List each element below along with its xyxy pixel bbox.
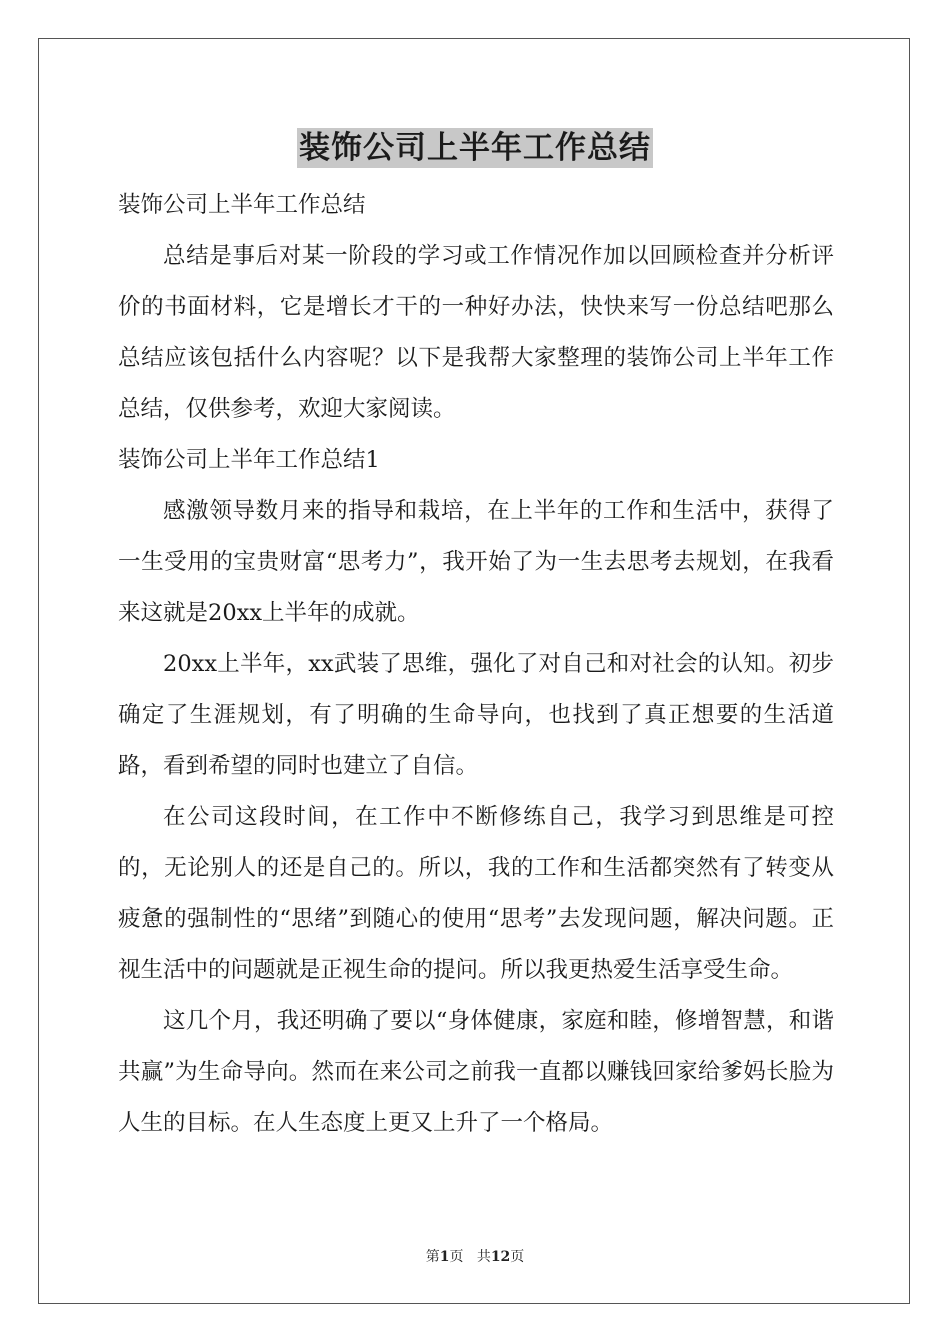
- page-total: 12: [490, 1249, 511, 1265]
- body-paragraph: 这几个月，我还明确了要以“身体健康，家庭和睦，修增智慧，和谐共赢”为生命导向。然而在来公司之前我一直都以赚钱回家给爹妈长脸为人生的目标。在人生态度上更又上升了一个格局。: [118, 1008, 834, 1136]
- title-container: [0, 128, 950, 168]
- page-prefix: 第: [425, 1249, 440, 1265]
- section-heading: 装饰公司上半年工作总结1: [118, 447, 380, 473]
- total-prefix: 共: [476, 1249, 491, 1265]
- body-paragraph: 在公司这段时间，在工作中不断修练自己，我学习到思维是可控的，无论别人的还是自己的。所以，我的工作和生活都突然有了转变从疲惫的强制性的“思绪”到随心的使用“思考”去发现问题，解决问题。正视生活中的问题就是正视生命的提问。所以我更热爱生活享受生命。: [118, 804, 834, 983]
- total-unit: 页: [510, 1249, 525, 1265]
- page-current: 1: [439, 1249, 450, 1265]
- body-paragraph: 20xx上半年，xx武装了思维，强化了对自己和对社会的认知。初步确定了生涯规划，有了明确的生命导向，也找到了真正想要的生活道路，看到希望的同时也建立了自信。: [118, 651, 834, 779]
- body-paragraph: 感激领导数月来的指导和栽培，在上半年的工作和生活中，获得了一生受用的宝贵财富“思考力”，我开始了为一生去思考去规划，在我看来这就是20xx上半年的成就。: [118, 498, 834, 626]
- section-heading: 装饰公司上半年工作总结: [118, 192, 366, 218]
- page-title: 装饰公司上半年工作总结: [299, 130, 651, 166]
- page-unit: 页: [449, 1249, 464, 1265]
- page-footer: [0, 1247, 950, 1267]
- document-body: [118, 180, 834, 1149]
- body-paragraph: 总结是事后对某一阶段的学习或工作情况作加以回顾检查并分析评价的书面材料，它是增长才干的一种好办法，快快来写一份总结吧那么总结应该包括什么内容呢？以下是我帮大家整理的装饰公司上半年工作总结，仅供参考，欢迎大家阅读。: [118, 243, 834, 422]
